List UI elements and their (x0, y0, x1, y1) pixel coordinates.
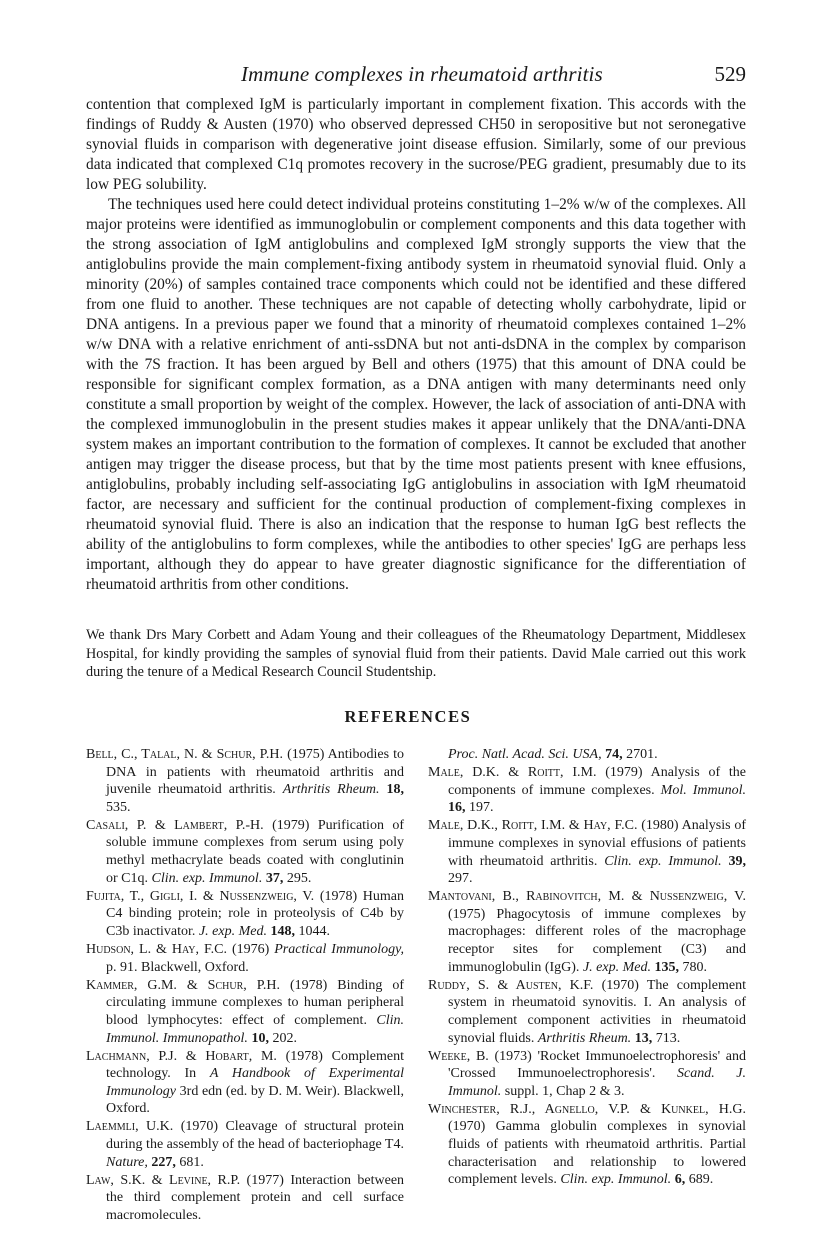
reference-journal: Arthritis Rheum. (537, 1030, 632, 1046)
reference-pages: 197. (469, 800, 494, 816)
reference-item (86, 1048, 404, 1118)
reference-volume: 16, (448, 800, 466, 816)
body-paragraph: The techniques used here could detect individual proteins constituting 1–2% w/w of the complexes. All major proteins were identified as immunoglobulin or complement components and this data together with the strong association of IgM antiglobulins and complexed IgM strongly supports the view that the antiglobulins provide the main complement-fixing antibody system in rheumatoid synovial fluid. Only a minority (20%) of samples contained trace components which could not be identified and these differed from one fluid to another. These techniques are not capable of detecting wholly carbohydrate, lipid or DNA antigens. In a previous paper we found that a minority of rheumatoid complexes contained 1–2% w/w DNA with a relative enrichment of anti-ssDNA but not anti-dsDNA in the complex by comparison with the 7S fraction. It has been argued by Bell and others (1975) that this amount of DNA could be responsible for significant complex formation, as a DNA antigen with many determinants need only constitute a small proportion by weight of the complex. However, the lack of association of anti-DNA with the complexed immunoglobulin in the present studies makes it appear unlikely that the DNA/anti-DNA system makes an important contribution to the formation of complexes. It cannot be excluded that another antigen may trigger the disease process, but that by the time most patients present with knee effusions, antiglobulins, probably including self-associating IgG antiglobulins in association with IgM rheumatoid factor, are necessary and sufficient for the continual production of complement-fixing complexes in rheumatoid synovial fluid. There is also an indication that the response to human IgG best reflects the ability of the antiglobulins to form complexes, while the antibodies to other species' IgG are perhaps less important, although they do appear to have greater diagnostic significance for the differentiation of rheumatoid arthritis from other conditions. (86, 196, 746, 593)
reference-item (428, 764, 746, 817)
reference-authors: Ruddy, S. & Austen, K.F. (428, 977, 594, 993)
reference-title: Interaction between the third complement protein and cell surface macromolecules. (106, 1172, 405, 1223)
reference-title: Gamma globulin complexes in synovial fluids of patients with rheumatoid arthritis. Partial characterisation and relationship to lowered complement levels. (448, 1119, 746, 1188)
reference-authors: Fujita, T., Gigli, I. & Nussenzweig, V. (86, 888, 315, 904)
reference-authors: Winchester, R.J., Agnello, V.P. & Kunkel, H.G. (428, 1101, 746, 1117)
reference-title: Binding of circulating immune complexes to human peripheral blood lymphocytes: effect of complement. (106, 977, 405, 1028)
reference-title: Human C4 binding protein; role in proteolysis of C4b by C3b inactivator. (106, 888, 405, 939)
reference-journal: Clin. exp. Immunol. (604, 853, 722, 869)
acknowledgement: We thank Drs Mary Corbett and Adam Young and their colleagues of the Rheumatology Department, Middlesex Hospital, for kindly providing the samples of synovial fluid from their patients. David Male carried out this work during the tenure of a Medical Research Council Studentship. (86, 627, 746, 680)
reference-journal: Clin. exp. Immunol. (151, 870, 263, 886)
reference-authors: Casali, P. & Lambert, P.-H. (86, 817, 264, 833)
reference-authors: Weeke, B. (428, 1048, 489, 1064)
reference-journal: Mol. Immunol. (660, 782, 747, 798)
body-text (86, 95, 746, 595)
reference-journal: Proc. Natl. Acad. Sci. USA, (448, 747, 602, 762)
reference-pages: 780. (682, 959, 707, 975)
reference-title: Purification of soluble immune complexes from serum using poly methyl methacrylate beads coated with conglutinin or C1q. (106, 817, 405, 886)
reference-item (428, 977, 746, 1047)
reference-volume: 39, (728, 853, 746, 869)
reference-authors: Kammer, G.M. & Schur, P.H. (86, 977, 281, 993)
reference-year: (1975) (448, 906, 486, 922)
reference-year: (1970) (448, 1119, 486, 1135)
reference-item (86, 1172, 404, 1225)
reference-year: (1979) (272, 817, 310, 833)
references-heading: REFERENCES (344, 707, 472, 726)
reference-volume: 148, (270, 923, 295, 939)
reference-pages: 295. (286, 870, 312, 886)
reference-title: Complement technology. In (106, 1048, 404, 1082)
reference-authors: Laemmli, U.K. (86, 1119, 174, 1135)
reference-pages: 689. (688, 1172, 714, 1188)
body-paragraph: contention that complexed IgM is particularly important in complement fixation. This accords with the findings of Ruddy & Austen (1970) who observed depressed CH50 in seropositive but not seronegative synovial fluids in comparison with degenerative joint disease effusion. Similarly, some of our previous data indicated that complexed C1q promotes recovery in the sucrose/PEG gradient, presumably due to its low PEG solubility. (86, 96, 746, 193)
reference-pages: 1044. (298, 923, 330, 939)
reference-volume: 18, (386, 782, 404, 798)
reference-pages: 713. (655, 1030, 681, 1046)
reference-authors: Male, D.K. & Roitt, I.M. (428, 765, 597, 781)
reference-item (428, 888, 746, 976)
references-column-right (428, 746, 746, 1225)
reference-year: (1977) (246, 1172, 284, 1188)
reference-volume: 135, (654, 959, 679, 975)
reference-volume: 13, (634, 1030, 653, 1046)
reference-volume: 37, (265, 870, 284, 886)
reference-year: (1975) (287, 747, 325, 762)
reference-pages: p. 91. Blackwell, Oxford. (106, 959, 249, 975)
reference-item (86, 888, 404, 941)
reference-pages: 2701. (626, 747, 658, 762)
reference-year: (1970) (601, 977, 639, 993)
reference-year: (1978) (290, 977, 328, 993)
reference-authors: Law, S.K. & Levine, R.P. (86, 1172, 241, 1188)
reference-authors: Bell, C., Talal, N. & Schur, P.H. (86, 747, 284, 762)
reference-authors: Mantovani, B., Rabinovitch, M. & Nussenzweig, V. (428, 889, 746, 905)
reference-year: (1979) (605, 765, 643, 781)
reference-journal: J. exp. Med. (582, 959, 651, 975)
reference-title: 'Rocket Immunoelectrophoresis' and 'Crossed Immunoelectrophoresis'. (448, 1048, 747, 1082)
reference-authors: Lachmann, P.J. & Hobart, M. (86, 1048, 277, 1064)
reference-volume: 6, (674, 1172, 686, 1188)
reference-year: (1978) (285, 1048, 323, 1064)
reference-journal: J. exp. Med. (198, 923, 267, 939)
reference-item (428, 1048, 746, 1101)
reference-journal: Clin. exp. Immunol. (560, 1172, 672, 1188)
page-header (86, 62, 746, 90)
reference-volume: 74, (605, 747, 623, 762)
reference-item (86, 1118, 404, 1171)
references-column-left (86, 746, 404, 1225)
reference-journal: A Handbook of Experimental Immunology (106, 1066, 404, 1099)
reference-journal: Nature, (106, 1154, 148, 1170)
reference-item (428, 817, 746, 887)
reference-title: Analysis of the components of immune complexes. (448, 765, 747, 798)
reference-pages: 202. (272, 1030, 297, 1046)
reference-year: (1980) (641, 818, 679, 834)
reference-journal: Practical Immunology, (274, 942, 405, 958)
reference-item (86, 817, 404, 887)
reference-item (86, 941, 404, 976)
reference-year: (1970) (180, 1119, 219, 1135)
reference-pages: 681. (179, 1154, 204, 1170)
reference-item (428, 1101, 746, 1189)
reference-title: Cleavage of structural protein during the assembly of the head of bacteriophage T4. (106, 1119, 405, 1153)
reference-year: (1978) (319, 888, 358, 904)
reference-title: The complement system in rheumatoid synovitis. I. An analysis of complement component activities in rheumatoid synovial fluids. (448, 977, 746, 1046)
reference-title: Antibodies to DNA in patients with rheumatoid arthritis and juvenile rheumatoid arthritis. (106, 747, 405, 798)
reference-pages: 297. (448, 871, 473, 887)
reference-journal: Clin. Immunol. Immunopathol. (106, 1012, 404, 1046)
reference-item (86, 977, 404, 1047)
reference-title: Analysis of immune complexes in synovial effusions of patients with rheumatoid arthritis. (448, 818, 747, 869)
reference-journal: Arthritis Rheum. (282, 782, 380, 798)
reference-authors: Hudson, L. & Hay, F.C. (86, 942, 227, 958)
reference-item (86, 746, 404, 816)
reference-year: (1973) (494, 1048, 532, 1064)
reference-volume: 227, (151, 1154, 176, 1170)
page-number: 529 (714, 62, 746, 86)
references-list (86, 746, 746, 1225)
reference-item-continued (428, 746, 746, 764)
reference-journal: Scand. J. Immunol. (448, 1066, 747, 1099)
reference-volume: 10, (251, 1030, 269, 1046)
reference-pages: 3rd edn (ed. by D. M. Weir). Blackwell, Oxford. (106, 1083, 405, 1117)
reference-pages: suppl. 1, Chap 2 & 3. (504, 1083, 625, 1099)
reference-title: Phagocytosis of immune complexes by macrophages: different roles of the macrophage receptor sites for complement (C3) and immunoglobulin (IgG). (448, 906, 746, 975)
reference-authors: Male, D.K., Roitt, I.M. & Hay, F.C. (428, 818, 638, 834)
running-title: Immune complexes in rheumatoid arthritis (241, 62, 603, 86)
reference-year: (1976) (231, 942, 270, 958)
reference-pages: 535. (106, 799, 131, 815)
